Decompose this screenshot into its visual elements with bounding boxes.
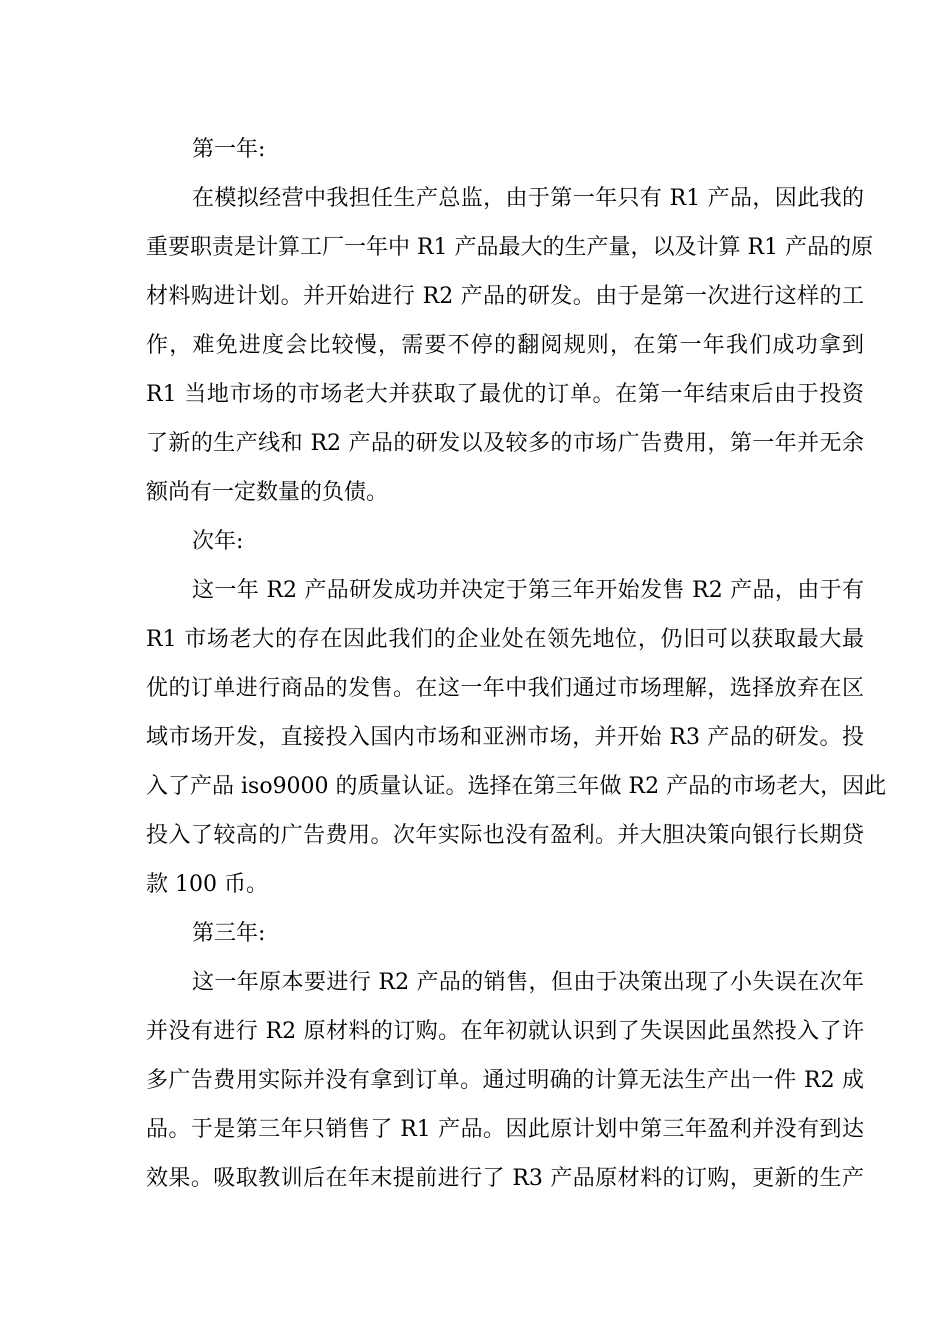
paragraph-line: 品。于是第三年只销售了 R1 产品。因此原计划中第三年盈利并没有到达 [146,1117,864,1142]
paragraph-line: 作，难免进度会比较慢，需要不停的翻阅规则，在第一年我们成功拿到 [146,333,864,358]
section-heading-year-2: 次年: [192,529,244,554]
section-paragraph-year-1 [146,174,874,517]
paragraph-line: 效果。吸取教训后在年末提前进行了 R3 产品原材料的订购，更新的生产 [146,1166,864,1191]
paragraph-line: 额尚有一定数量的负债。 [146,480,389,505]
paragraph-line: 款 100 币。 [146,872,268,897]
paragraph-line: R1 当地市场的市场老大并获取了最优的订单。在第一年结束后由于投资 [146,382,864,407]
paragraph-line: 这一年 R2 产品研发成功并决定于第三年开始发售 R2 产品，由于有 [192,578,864,603]
section-heading-year-1: 第一年: [192,137,266,162]
paragraph-line: R1 市场老大的存在因此我们的企业处在领先地位，仍旧可以获取最大最 [146,627,864,652]
section-paragraph-year-2 [146,566,887,909]
paragraph-line: 域市场开发，直接投入国内市场和亚洲市场，并开始 R3 产品的研发。投 [146,725,864,750]
paragraph-line: 这一年原本要进行 R2 产品的销售，但由于决策出现了小失误在次年 [192,970,864,995]
paragraph-line: 投入了较高的广告费用。次年实际也没有盈利。并大胆决策向银行长期贷 [146,823,864,848]
paragraph-line: 多广告费用实际并没有拿到订单。通过明确的计算无法生产出一件 R2 成 [146,1068,864,1093]
paragraph-line: 并没有进行 R2 原材料的订购。在年初就认识到了失误因此虽然投入了许 [146,1019,864,1044]
paragraph-line: 优的订单进行商品的发售。在这一年中我们通过市场理解，选择放弃在区 [146,676,864,701]
section-heading-year-3: 第三年: [192,921,266,946]
paragraph-line: 在模拟经营中我担任生产总监，由于第一年只有 R1 产品，因此我的 [192,186,864,211]
paragraph-line: 入了产品 iso9000 的质量认证。选择在第三年做 R2 产品的市场老大，因此 [146,774,887,799]
paragraph-line: 了新的生产线和 R2 产品的研发以及较多的市场广告费用，第一年并无余 [146,431,864,456]
paragraph-line: 材料购进计划。并开始进行 R2 产品的研发。由于是第一次进行这样的工 [146,284,864,309]
section-paragraph-year-3 [146,958,864,1203]
document-body [146,125,887,1203]
paragraph-line: 重要职责是计算工厂一年中 R1 产品最大的生产量，以及计算 R1 产品的原 [146,235,874,260]
